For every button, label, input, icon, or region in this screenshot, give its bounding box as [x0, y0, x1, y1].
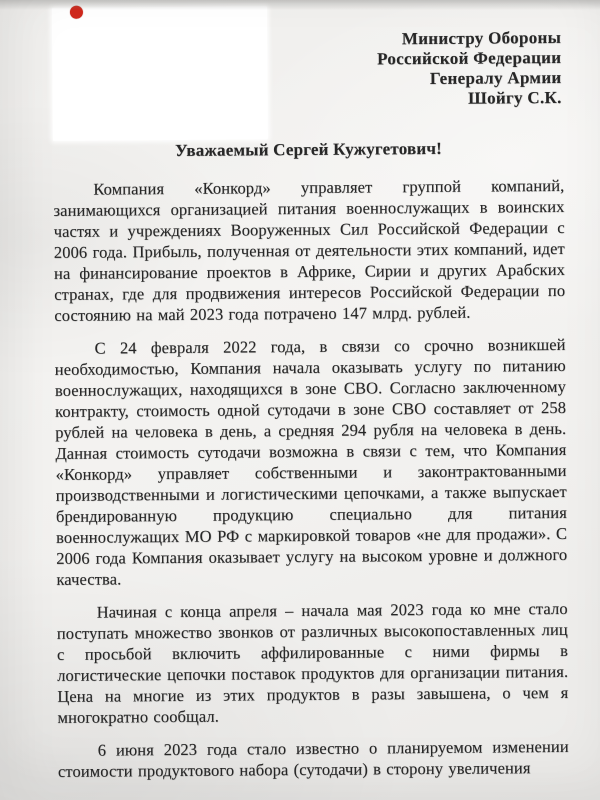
paragraph-2: С 24 февраля 2022 года, в связи со срочно возникшей необходимостью, Компания начала оказывать услугу по питанию военнослужащих, находящихся в зоне СВО. Согласно заключенному контракту, стоимость одной сутодачи в зоне СВО составляет от 258 рублей на человека в день, а средняя 294 рубля на человека в день. Данная стоимость сутодачи возможна в связи с тем, что Компания «Конкорд» управляет собственными и законтрактованными производственными и логистическими цепочками, а также выпускает брендированную продукцию специально для питания военнослужащих МО РФ с маркировкой товаров «не для продажи». С 2006 года Компания оказывает услугу на высоком уровне и должного качества.: [54, 334, 568, 589]
paragraph-4: 6 июня 2023 года стало известно о планируемом изменении стоимости продуктового набора (сутодачи) в сторону увеличения: [57, 736, 569, 781]
recipient-block: [52, 28, 562, 112]
paragraph-3: Начиная с конца апреля – начала мая 2023 года ко мне стало поступать множество звонков от различных высокопоставленных лиц с просьбой включить аффилированные с ними фирмы в логистические цепочки поставок продуктов для организации питания. Цена на многие из этих продуктов в разы завышена, о чем я многократно сообщал.: [56, 598, 569, 727]
salutation: Уважаемый Сергей Кужугетович!: [175, 138, 443, 160]
red-dot-mark: [70, 6, 83, 19]
recipient-line-1: Министру Обороны: [401, 27, 562, 49]
recipient-line-4: Шойгу С.К.: [468, 87, 562, 108]
recipient-line-3: Генералу Армии: [429, 67, 562, 88]
paragraph-1: Компания «Конкорд» управляет группой компаний, занимающихся организацией питания военнослужащих в воинских частях и учреждениях Вооруженных Сил Российской Федерации с 2006 года. Прибыль, полученная от деятельности этих компаний, идет на финансирование проектов в Африке, Сирии и других Арабских странах, где для продвижения интересов Российской Федерации по состоянию на май 2023 года потрачено 147 млрд. рублей.: [53, 175, 566, 325]
letter-body: [52, 28, 569, 794]
recipient-line-2: Российской Федерации: [377, 47, 562, 69]
